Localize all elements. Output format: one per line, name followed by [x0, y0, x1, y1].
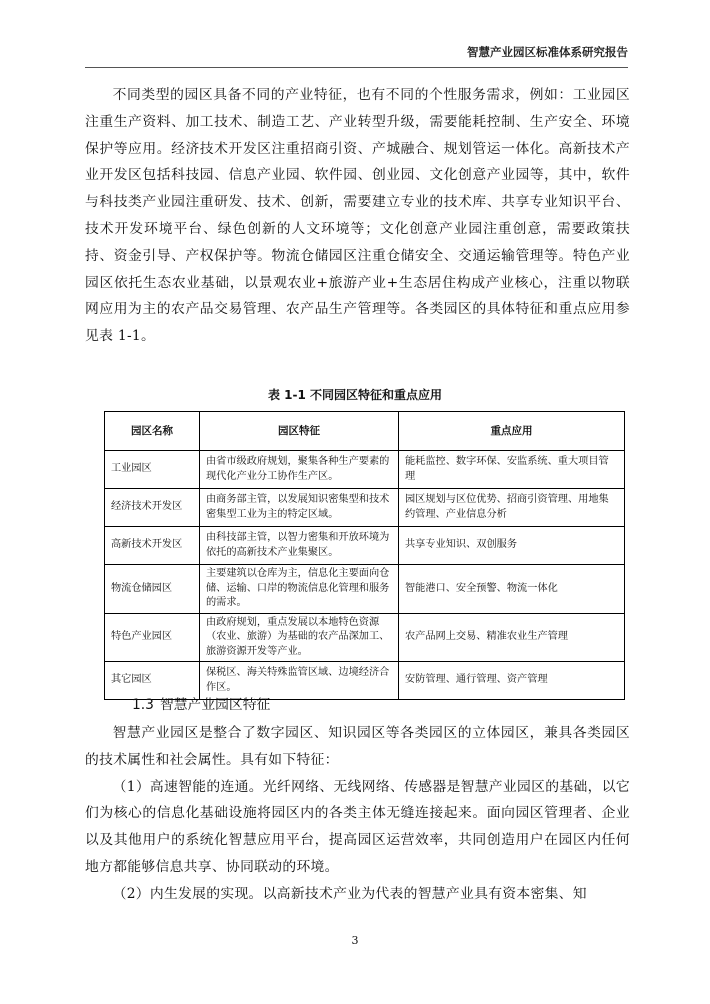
park-application-cell: 农产品网上交易、精准农业生产管理: [399, 613, 625, 662]
park-application-cell: 智能港口、安全预警、物流一体化: [399, 565, 625, 614]
park-feature-cell: 由科技部主管，以智力密集和开放环境为依托的高新技术产业集聚区。: [200, 527, 399, 565]
table-caption: 表 1-1 不同园区特征和重点应用: [267, 388, 443, 402]
park-name-cell: 其它园区: [105, 662, 200, 700]
section-body: [85, 720, 630, 908]
park-name-cell: 特色产业园区: [105, 613, 200, 662]
park-feature-cell: 主要建筑以仓库为主，信息化主要面向仓储、运输、口岸的物流信息化管理和服务的需求。: [200, 565, 399, 614]
section-number: 1.3: [132, 697, 154, 713]
park-name-cell: 物流仓储园区: [105, 565, 200, 614]
park-feature-cell: 由政府规划，重点发展以本地特色资源（农业、旅游）为基础的农产品深加工、旅游资源开发等产业。: [200, 613, 399, 662]
park-feature-cell: 保税区、海关特殊监管区域、边境经济合作区。: [200, 662, 399, 700]
table-row: [105, 489, 625, 527]
column-header-application: 重点应用: [399, 412, 625, 451]
table-row: [105, 527, 625, 565]
body-paragraph: （1）高速智能的连通。光纤网络、无线网络、传感器是智慧产业园区的基础，以它们为核心的信息化基础设施将园区内的各类主体无缝连接起来。面向园区管理者、企业以及其他用户的系统化智慧应用平台，提高园区运营效率，共同创造用户在园区内任何地方都能够信息共享、协同联动的环境。: [85, 778, 630, 875]
body-paragraph: 智慧产业园区是整合了数字园区、知识园区等各类园区的立体园区，兼具各类园区的技术属性和社会属性。具有如下特征：: [85, 725, 630, 768]
header-divider: [85, 67, 628, 68]
body-paragraph: （2）内生发展的实现。以高新技术产业为代表的智慧产业具有资本密集、知: [112, 885, 587, 902]
park-features-table: [104, 411, 625, 700]
column-header-feature: 园区特征: [200, 412, 399, 451]
park-application-cell: 共享专业知识、双创服务: [399, 527, 625, 565]
table-header-row: [105, 412, 625, 451]
park-name-cell: 工业园区: [105, 451, 200, 489]
section-title: 智慧产业园区特征: [159, 697, 271, 713]
park-application-cell: 能耗监控、数字环保、安监系统、重大项目管理: [399, 451, 625, 489]
running-header-title: 智慧产业园区标准体系研究报告: [467, 45, 628, 59]
intro-paragraph: 不同类型的园区具备不同的产业特征，也有不同的个性服务需求，例如：工业园区注重生产资料、加工技术、制造工艺、产业转型升级，需要能耗控制、生产安全、环境保护等应用。经济技术开发区注重招商引资、产城融合、规划管运一体化。高新技术产业开发区包括科技园、信息产业园、软件园、创业园、文化创意产业园等，其中，软件与科技类产业园注重研发、技术、创新，需要建立专业的技术库、共享专业知识平台、技术开发环境平台、绿色创新的人文环境等；文化创意产业园注重创意，需要政策扶持、资金引导、产权保护等。物流仓储园区注重仓储安全、交通运输管理等。特色产业园区依托生态农业基础，以景观农业+旅游产业+生态居住构成产业核心，注重以物联网应用为主的农产品交易管理、农产品生产管理等。各类园区的具体特征和重点应用参见表 1-1。: [85, 87, 630, 345]
park-name-cell: 经济技术开发区: [105, 489, 200, 527]
table-row: [105, 613, 625, 662]
column-header-name: 园区名称: [105, 412, 200, 451]
park-feature-cell: 由省市级政府规划，聚集各种生产要素的现代化产业分工协作生产区。: [200, 451, 399, 489]
page-number: 3: [351, 934, 359, 947]
park-name-cell: 高新技术开发区: [105, 527, 200, 565]
section-heading: [132, 693, 270, 713]
table-row: [105, 565, 625, 614]
park-application-cell: 安防管理、通行管理、资产管理: [399, 662, 625, 700]
table-row: [105, 451, 625, 489]
park-application-cell: 园区规划与区位优势、招商引资管理、用地集约管理、产业信息分析: [399, 489, 625, 527]
park-feature-cell: 由商务部主管，以发展知识密集型和技术密集型工业为主的特定区域。: [200, 489, 399, 527]
